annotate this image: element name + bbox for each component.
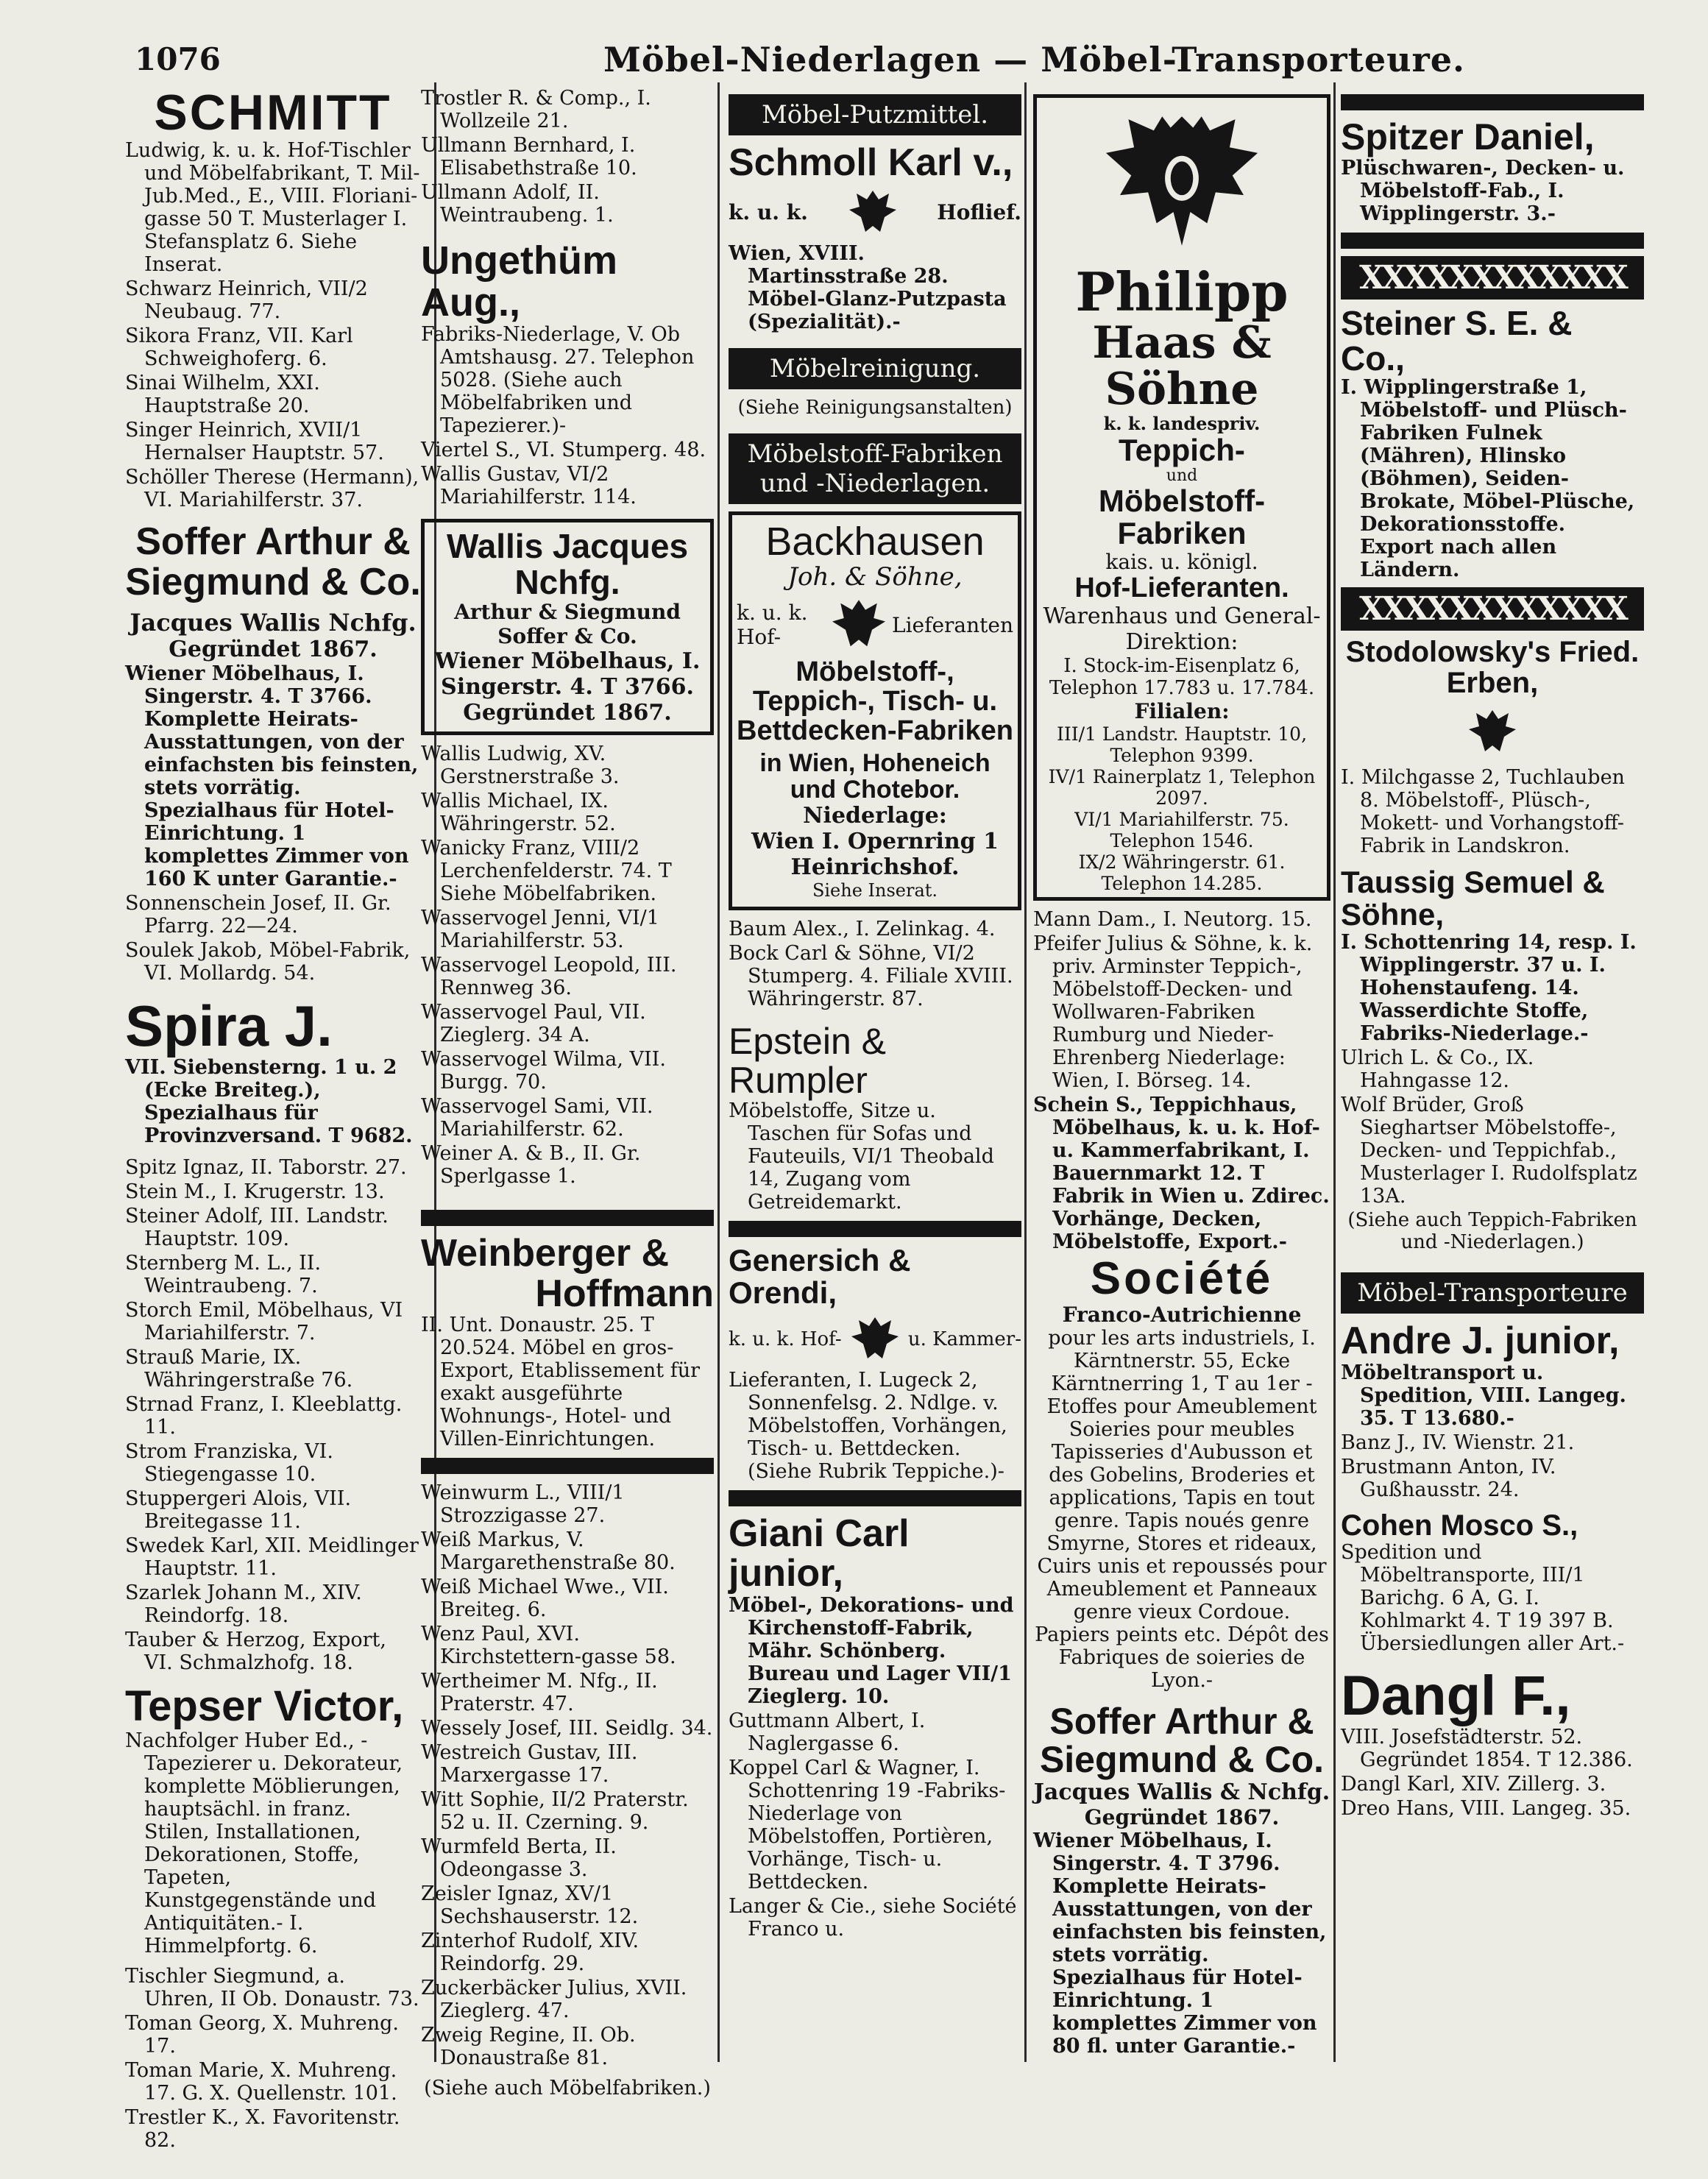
list-item: Ulrich L. & Co., IX. Hahngasse 12.: [1341, 1046, 1534, 1093]
column-1: [125, 85, 421, 2153]
column-divider: [717, 82, 720, 2062]
soffer-name-line1: Soffer Arthur &: [135, 520, 411, 564]
schmitt-heading: SCHMITT: [154, 85, 392, 141]
backhausen-left: k. u. k. Hof-: [737, 600, 808, 650]
philipp-und: und: [1166, 466, 1198, 485]
backhausen-ad: [729, 511, 1021, 911]
philipp-branch: VI/1 Mariahilferstr. 75. Telephon 1546.: [1074, 808, 1289, 851]
spira-text: VII. Siebensterng. 1 u. 2 (Ecke Breiteg.), Spezialhaus für Provinzversand. T 9682.: [125, 1056, 413, 1148]
page-number: 1076: [135, 41, 221, 77]
list-item: Dangl Karl, XIV. Zillerg. 3.: [1341, 1772, 1606, 1796]
column-2: [421, 87, 714, 2100]
wallis-ad: [421, 519, 714, 735]
list-item: Stuppergeri Alois, VII. Breitegasse 11.: [125, 1487, 352, 1534]
list-item: Dreo Hans, VIII. Langeg. 35.: [1341, 1796, 1631, 1820]
spitzer-heading: Spitzer Daniel,: [1341, 116, 1595, 157]
genersich-heading: Genersich & Orendi,: [729, 1243, 911, 1311]
double-eagle-crest-icon: [1097, 105, 1266, 260]
list-item: Toman Georg, X. Muhreng. 17.: [125, 2012, 399, 2058]
cohen-heading: Cohen Mosco S.,: [1341, 1509, 1578, 1542]
list-item: Banz J., IV. Wienstr. 21.: [1341, 1431, 1575, 1454]
section-bar-reinigung: Möbelreinigung.: [729, 348, 1021, 389]
backhausen-address: Wien I. Opernring 1 Heinrichshof.: [751, 829, 999, 881]
philipp-products2: Möbelstoff-Fabriken: [1098, 483, 1266, 550]
philipp-products1: Teppich-: [1119, 432, 1245, 467]
weinberger-text: II. Unt. Donaustr. 25. T 20.524. Möbel en gros-Export, Etablissement für exakt ausgeführte Wohnungs-, Hotel- und Villen-Einrichtungen.: [421, 1314, 700, 1451]
rule: [729, 1221, 1021, 1237]
list-item: Weinwurm L., VIII/1 Strozzigasse 27.: [421, 1481, 625, 1528]
schmoll-crest-row: [729, 183, 1021, 242]
list-item: Strnad Franz, I. Kleeblattg. 11.: [125, 1393, 403, 1439]
backhausen-inserat: Siehe Inserat.: [812, 880, 938, 901]
tepser-text: Nachfolger Huber Ed., -Tapezierer u. Dekorateur, komplette Möblierungen, hauptsächl. in franz. Stilen, Installationen, Dekorationen, Stoffe, Tapeten, Kunstgegenstände und Antiquitäten.- I. Himmelpfortg. 6.: [125, 1729, 403, 1958]
list-item: Wasservogel Leopold, III. Rennweg 36.: [421, 953, 677, 999]
list-item: Trestler K., X. Favoritenstr. 82.: [125, 2106, 400, 2153]
wallis-text: Wiener Möbelhaus, I. Singerstr. 4. T 3766.: [434, 648, 701, 700]
entries-t: [125, 1965, 421, 2152]
page-title: Möbel-Niederlagen — Möbel-Transporteure.: [603, 40, 1466, 79]
list-item: Wertheimer M. Nfg., II. Praterstr. 47.: [421, 1670, 658, 1716]
reinigung-note: (Siehe Reinigungsanstalten): [737, 396, 1013, 419]
philipp-hof: Hof-Lieferanten.: [1074, 572, 1289, 603]
entries-w2: [421, 1481, 714, 2069]
teppich-note: (Siehe auch Teppich-Fabriken und -Niederlagen.): [1347, 1209, 1637, 1254]
list-item: Weiß Michael Wwe., VII. Breiteg. 6.: [421, 1576, 669, 1622]
philipp-line2: Haas & Söhne: [1092, 316, 1272, 415]
soffer-ad: [125, 522, 421, 890]
decorative-x-border: XXXXXXXXXXXX: [1341, 587, 1644, 631]
list-item: Wanicky Franz, VIII/2 Lerchenfelderstr. 74. T Siehe Möbelfabriken.: [421, 836, 672, 905]
list-item: Schein S., Teppichhaus, Möbelhaus, k. u. k. Hof- u. Kammerfabrikant, I. Bauernmarkt 12. T Fabrik in Wien u. Zdirec. Vorhänge, Decken, Möbelstoffe, Export.-: [1033, 1093, 1330, 1253]
list-item: Sikora Franz, VII. Karl Schweighoferg. 6.: [125, 325, 353, 371]
spitzer-text: Plüschwaren-, Decken- u. Möbelstoff-Fab., I. Wipplingerstr. 3.-: [1341, 156, 1625, 225]
wallis-heading: Wallis Jacques Nchfg.: [446, 527, 689, 601]
list-item: Wasservogel Wilma, VII. Burgg. 70.: [421, 1047, 666, 1094]
list-item: Wolf Brüder, Groß Sieghartser Möbelstoffe-, Decken- und Teppichfab., Musterlager I. Rudolfsplatz 13A.: [1341, 1094, 1637, 1208]
backhausen-places: in Wien, Hoheneich und Chotebor.: [759, 748, 991, 804]
philipp-address: I. Stock-im-Eisenplatz 6, Telephon 17.783 u. 17.784.: [1049, 654, 1315, 699]
list-item: Wenz Paul, XVI. Kirchstettern-gasse 58.: [421, 1623, 676, 1669]
philipp-branch: III/1 Landstr. Hauptstr. 10, Telephon 9399.: [1056, 723, 1308, 766]
stodolowsky-heading: Stodolowsky's Fried. Erben,: [1345, 636, 1640, 700]
column-3: [729, 87, 1021, 2052]
list-item: Langer & Cie., siehe Société Franco u.: [729, 1894, 1017, 1941]
list-item: Brustmann Anton, IV. Gußhausstr. 24.: [1341, 1455, 1556, 1501]
wallis-founded: Gegründet 1867.: [463, 699, 672, 726]
soffer2-subtitle: Jacques Wallis & Nchfg.: [1033, 1779, 1330, 1805]
list-item: Wallis Michael, IX. Währingerstr. 52.: [421, 789, 616, 835]
list-item: Wasservogel Sami, VII. Mariahilferstr. 62.: [421, 1094, 653, 1141]
list-item: Zeisler Ignaz, XV/1 Sechshauserstr. 12.: [421, 1882, 639, 1929]
philipp-haas-ad: [1033, 94, 1330, 901]
epstein-heading: Epstein & Rumpler: [729, 1021, 887, 1101]
list-item: Ullmann Bernhard, I. Elisabethstraße 10.: [421, 134, 637, 180]
backhausen-heading: Backhausen: [765, 519, 985, 564]
ungethuem-heading: Ungethüm Aug.,: [421, 238, 617, 325]
epstein-text: Möbelstoffe, Sitze u. Taschen für Sofas und Fauteuils, VI/1 Theobald 14, Zugang vom Getreidemarkt.: [729, 1099, 994, 1214]
philipp-sub: k. k. landespriv.: [1103, 412, 1261, 434]
entries-s3: [125, 1156, 421, 1674]
list-item: Wurmfeld Berta, II. Odeongasse 3.: [421, 1835, 617, 1882]
list-item: Storch Emil, Möbelhaus, VI Mariahilferstr. 7.: [125, 1299, 403, 1345]
list-item: Sonnenschein Josef, II. Gr. Pfarrg. 22—24.: [125, 891, 391, 938]
genersich-text: Lieferanten, I. Lugeck 2, Sonnenfelsg. 2. Ndlge. v. Möbelstoffen, Vorhängen, Tisch- u. Bettdecken. (Siehe Rubrik Teppiche.)-: [729, 1368, 1007, 1483]
list-item: Westreich Gustav, III. Marxergasse 17.: [421, 1741, 638, 1788]
list-item: Wessely Josef, III. Seidlg. 34.: [421, 1717, 713, 1740]
list-item: Szarlek Johann M., XIV. Reindorfg. 18.: [125, 1581, 362, 1628]
list-item: Viertel S., VI. Stumperg. 48.: [421, 439, 706, 462]
list-item: Toman Marie, X. Muhreng. 17. G. X. Quellenstr. 101.: [125, 2059, 397, 2105]
rule: [421, 1458, 714, 1474]
steiner-heading: Steiner S. E. & Co.,: [1341, 303, 1573, 378]
list-item: Stein M., I. Krugerstr. 13.: [125, 1180, 385, 1204]
giani-heading: Giani Carl junior,: [729, 1512, 910, 1595]
list-item: Strauß Marie, IX. Währingerstraße 76.: [125, 1346, 353, 1392]
list-item: Wallis Gustav, VI/2 Mariahilferstr. 114.: [421, 463, 637, 509]
dangl-heading: Dangl F.,: [1341, 1664, 1571, 1727]
ungethuem-text: Fabriks-Niederlage, V. Ob Amtshausg. 27. Telephon 5028. (Siehe auch Möbelfabriken und Tapezierer.)-: [421, 323, 695, 438]
giani-text: Möbel-, Dekorations- und Kirchenstoff-Fabrik, Mähr. Schönberg. Bureau und Lager VII/1 Zieglerg. 10.: [729, 1593, 1014, 1708]
schmoll-text: Wien, XVIII. Martinsstraße 28. Möbel-Glanz-Putzpasta (Spezialität).-: [729, 241, 1007, 333]
backhausen-niederlage: Niederlage:: [803, 803, 947, 829]
soffer2-founded: Gegründet 1867.: [1084, 1804, 1280, 1829]
soffer-subtitle: Jacques Wallis Nchfg.: [130, 608, 417, 637]
steiner-text: I. Wipplingerstraße 1, Möbelstoff- und Plüsch-Fabriken Fulnek (Mähren), Hlinsko (Böhmen), Seiden-Brokate, Möbel-Plüsche, Dekorationsstoffe. Export nach allen Ländern.: [1341, 376, 1635, 582]
philipp-branch: IX/2 Währingerstr. 61. Telephon 14.285.: [1078, 851, 1286, 894]
philipp-line1: Philipp: [1075, 261, 1289, 323]
page-header: [0, 35, 1708, 87]
spira-heading: Spira J.: [125, 993, 333, 1058]
backhausen-right: Lieferanten: [891, 612, 1013, 637]
column-divider: [1024, 82, 1027, 2062]
list-item: Steiner Adolf, III. Landstr. Hauptstr. 109.: [125, 1205, 389, 1251]
list-item: Trostler R. & Comp., I. Wollzeile 21.: [421, 87, 651, 132]
decorative-x-border: XXXXXXXXXXXX: [1341, 256, 1644, 300]
column-divider: [1333, 82, 1336, 2062]
societe-text: pour les arts industriels, I. Kärntnerstr. 55, Ecke Kärntnerring 1, T au 1er -Etoffes pour Ameublement Soieries pour meubles Tapisseries d'Aubusson et des Gobelins, Broderies et applications, Tapis en tout genre. Tapis noués genre Smyrne, Stores et rideaux, Cuirs unis et repoussés pour Ameublement et Panneaux genre vieux Cordoue. Papiers peints etc. Dépôt des Fabriques de soieries de Lyon.-: [1035, 1326, 1329, 1692]
societe-heading: Société: [1090, 1253, 1274, 1304]
list-item: Zweig Regine, II. Ob. Donaustraße 81.: [421, 2024, 636, 2070]
list-item: Spitz Ignaz, II. Taborstr. 27.: [125, 1156, 407, 1180]
list-item: Schöller Therese (Hermann), VI. Mariahilferstr. 37.: [125, 466, 419, 512]
schmitt-text: Ludwig, k. u. k. Hof-Tischler und Möbelfabrikant, T. Mil-Jub.Med., E., VIII. Floriani-gasse 50 T. Musterlager I. Stefansplatz 6. Siehe Inserat.: [125, 139, 420, 277]
backhausen-crest-row: [737, 592, 1013, 658]
soffer-text: Wiener Möbelhaus, I. Singerstr. 4. T 3766. Komplette Heirats-Ausstattungen, von der einfachsten bis feinsten, stets vorrätig. Spezialhaus für Hotel-Einrichtung. 1 komplettes Zimmer von 160 K unter Garantie.-: [125, 662, 419, 890]
double-eagle-icon: [1463, 703, 1522, 762]
list-item: Ullmann Adolf, II. Weintraubeng. 1.: [421, 181, 614, 227]
soffer-name-line2: Siegmund & Co.: [125, 560, 421, 603]
backhausen-subtitle: Joh. & Söhne,: [787, 562, 963, 592]
rule: [729, 1490, 1021, 1506]
taussig-heading: Taussig Semuel & Söhne,: [1341, 865, 1605, 932]
list-item: Soulek Jakob, Möbel-Fabrik, VI. Mollardg. 54.: [125, 938, 411, 985]
rule: [421, 1210, 714, 1226]
tepser-heading: Tepser Victor,: [125, 1682, 404, 1731]
list-item: Guttmann Albert, I. Naglergasse 6.: [729, 1709, 926, 1755]
soffer2-text: Wiener Möbelhaus, I. Singerstr. 4. T 3796. Komplette Heirats-Ausstattungen, von der einfachsten bis feinsten, stets vorrätig. Spezialhaus für Hotel-Einrichtung. 1 komplettes Zimmer von 80 fl. unter Garantie.-: [1033, 1829, 1327, 2058]
backhausen-products: Möbelstoff-, Teppich-, Tisch- u. Bettdecken-Fabriken: [737, 656, 1013, 747]
list-item: Baum Alex., I. Zelinkag. 4.: [729, 918, 996, 941]
list-item: Koppel Carl & Wagner, I. Schottenring 19 -Fabriks-Niederlage von Möbelstoffen, Portièren, Vorhänge, Tisch- u. Bettdecken.: [729, 1756, 1006, 1893]
taussig-text: I. Schottenring 14, resp. I. Wipplingerstr. 37 u. I. Hohenstaufeng. 14. Wasserdichte Stoffe, Fabriks-Niederlage.-: [1341, 931, 1637, 1046]
entries-s1: [125, 277, 421, 511]
schmoll-left: k. u. k.: [729, 200, 808, 225]
list-item: Singer Heinrich, XVII/1 Hernalser Hauptstr. 57.: [125, 419, 384, 465]
list-item: Strom Franziska, VI. Stiegengasse 10.: [125, 1440, 333, 1487]
list-item: Weiß Markus, V. Margarethenstraße 80.: [421, 1528, 676, 1575]
schmoll-right: Hoflief.: [937, 200, 1021, 225]
wallis-subtitle: Arthur & Siegmund Soffer & Co.: [454, 599, 681, 648]
list-item: Zuckerbäcker Julius, XVII. Zieglerg. 47.: [421, 1977, 687, 2023]
soffer2-line2: Siegmund & Co.: [1039, 1739, 1325, 1781]
andre-text: Möbeltransport u. Spedition, VIII. Langeg. 35. T 13.680.-: [1341, 1361, 1626, 1430]
list-item: Wallis Ludwig, XV. Gerstnerstraße 3.: [421, 742, 620, 788]
list-item: Sinai Wilhelm, XXI. Hauptstraße 20.: [125, 372, 320, 418]
weinberger-line1: Weinberger &: [421, 1231, 670, 1275]
list-item: Tauber & Herzog, Export, VI. Schmalzhofg. 18.: [125, 1629, 386, 1675]
double-eagle-icon: [843, 183, 902, 242]
section-bar-putzmittel: Möbel-Putzmittel.: [729, 94, 1021, 135]
list-item: Witt Sophie, II/2 Praterstr. 52 u. II. Czerning. 9.: [421, 1788, 689, 1835]
dangl-text: VIII. Josefstädterstr. 52. Gegründet 1854. T 12.386.: [1341, 1725, 1633, 1771]
section-bar-moebelstoff: Möbelstoff-Fabriken und -Niederlagen.: [729, 433, 1021, 504]
list-item: Wasservogel Jenni, VI/1 Mariahilferstr. 53.: [421, 906, 659, 952]
double-eagle-icon: [846, 1310, 904, 1369]
list-item: Sternberg M. L., II. Weintraubeng. 7.: [125, 1252, 322, 1298]
genersich-right: u. Kammer-: [907, 1328, 1021, 1350]
list-item: Pfeifer Julius & Söhne, k. k. priv. Arminster Teppich-, Möbelstoff-Decken- und Wollwaren-Fabriken Rumburg und Nieder-Ehrenberg Niederlage: Wien, I. Börseg. 14.: [1033, 932, 1313, 1092]
genersich-crest-row: [729, 1310, 1021, 1369]
list-item: Weiner A. & B., II. Gr. Sperlgasse 1.: [421, 1141, 641, 1188]
genersich-left: k. u. k. Hof-: [729, 1328, 842, 1350]
list-item: Wasservogel Paul, VII. Zieglerg. 34 A.: [421, 1000, 646, 1046]
weinberger-ad: [421, 1233, 714, 1450]
soffer2-line1: Soffer Arthur &: [1049, 1700, 1314, 1742]
cohen-text: Spedition und Möbeltransporte, III/1 Barichg. 6 A, G. I. Kohlmarkt 4. T 19 397 B. Übersiedlungen aller Art.-: [1341, 1540, 1625, 1655]
weinberger-line2: Hoffmann: [535, 1272, 714, 1315]
andre-heading: Andre J. junior,: [1341, 1319, 1620, 1363]
rule: [1341, 94, 1644, 110]
see-also-note: (Siehe auch Möbelfabriken.): [424, 2077, 711, 2100]
list-item: Tischler Siegmund, a. Uhren, II Ob. Donaustr. 73.: [125, 1965, 419, 2011]
societe-subtitle: Franco-Autrichienne: [1062, 1302, 1302, 1327]
list-item: Bock Carl & Söhne, VI/2 Stumperg. 4. Filiale XVIII. Währingerstr. 87.: [729, 942, 1013, 1011]
section-bar-transporteure: Möbel-Transporteure: [1341, 1272, 1644, 1314]
list-item: Schwarz Heinrich, VII/2 Neubaug. 77.: [125, 277, 368, 324]
list-item: Mann Dam., I. Neutorg. 15.: [1033, 907, 1312, 931]
philipp-filialen: Filialen:: [1134, 698, 1230, 723]
double-eagle-icon: [826, 592, 892, 658]
list-item: Zinterhof Rudolf, XIV. Reindorfg. 29.: [421, 1930, 639, 1976]
philipp-warenhaus: Warenhaus und General-Direktion:: [1043, 603, 1321, 655]
philipp-royal: kais. u. königl.: [1105, 549, 1258, 574]
stodolowsky-text: I. Milchgasse 2, Tuchlauben 8. Möbelstoff-, Plüsch-, Mokett- und Vorhangstoff-Fabrik in Landskron.: [1341, 766, 1625, 858]
soffer-founded: Gegründet 1867.: [169, 636, 378, 662]
rule: [1341, 233, 1644, 249]
schmoll-heading: Schmoll Karl v.,: [729, 141, 1013, 184]
list-item: Swedek Karl, XII. Meidlinger Hauptstr. 11.: [125, 1534, 419, 1581]
entries-w1: [421, 743, 714, 1188]
philipp-branch: IV/1 Rainerplatz 1, Telephon 2097.: [1048, 765, 1316, 809]
column-5: [1341, 87, 1644, 2052]
column-4: [1033, 87, 1330, 2058]
